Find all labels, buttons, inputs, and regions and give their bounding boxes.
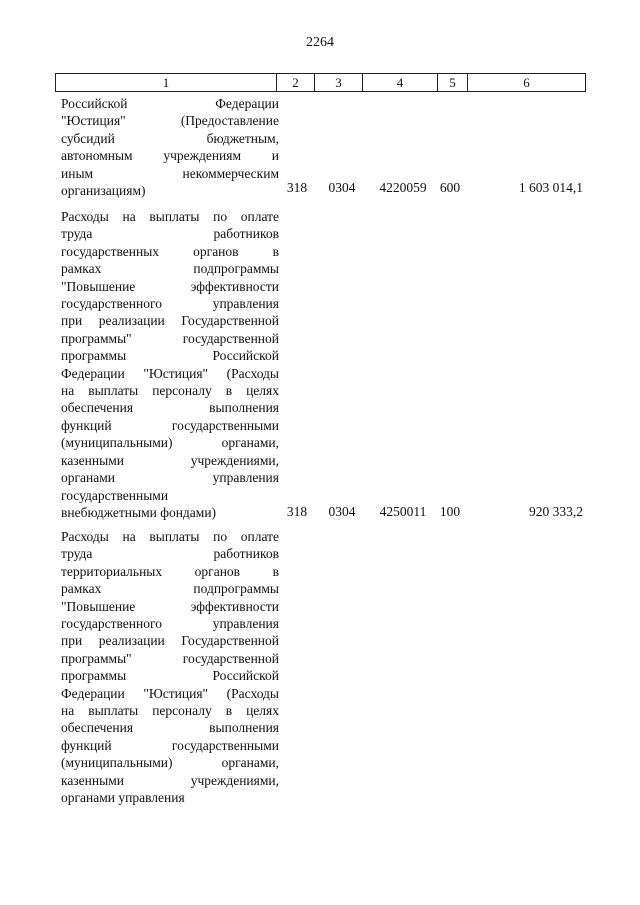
target-article-code: 4220059 [379,180,427,195]
description-line: (муниципальными) органами, [61,435,279,451]
header-col-3: 3 [315,74,363,91]
description-line: субсидий бюджетным, [61,130,279,146]
description-line: территориальных органов в [61,563,279,579]
description-line: функций государственными [61,737,279,753]
description-line: государственного управления [61,616,279,632]
description-line: казенными учреждениями, [61,772,279,788]
header-col-5: 5 [438,74,468,91]
description-line: программы Российской [61,348,279,364]
description-line: Расходы на выплаты по оплате [61,209,279,224]
description-line: функций государственными [61,417,279,433]
description-line: обеспечения выполнения [61,400,279,416]
description-line: труда работников [61,546,279,562]
expense-type-code: 600 [439,180,461,195]
page-number: 2264 [306,35,334,50]
header-col-2: 2 [277,74,315,91]
description-line: при реализации Государственной [61,313,279,329]
description-line: казенными учреждениями, [61,452,279,468]
description-line: программы Российской [61,668,279,684]
row-description [61,528,279,807]
description-line: Российской Федерации [61,96,279,111]
row-description [61,95,279,199]
description-line: рамках подпрограммы [61,581,279,597]
header-col-4: 4 [363,74,438,91]
description-line: при реализации Государственной [61,633,279,649]
section-code: 0304 [328,504,356,519]
description-line: государственными [61,487,169,503]
description-line: "Повышение эффективности [61,598,279,614]
row-description [61,208,279,521]
description-line: "Повышение эффективности [61,278,279,294]
description-line: труда работников [61,226,279,242]
description-line: рамках подпрограммы [61,261,279,277]
description-line: внебюджетными фондами) [61,504,217,520]
description-line: организациям) [61,183,146,199]
ministry-code: 318 [286,180,308,195]
description-line: на выплаты персоналу в целях [61,703,279,719]
description-line: Расходы на выплаты по оплате [61,529,279,544]
description-line: "Юстиция" (Предоставление [61,113,279,129]
description-line: на выплаты персоналу в целях [61,383,279,399]
description-line: обеспечения выполнения [61,720,279,736]
amount: 920 333,2 [529,504,583,519]
amount: 1 603 014,1 [518,180,583,195]
description-line: программы" государственной [61,330,279,346]
section-code: 0304 [328,180,356,195]
description-line: государственных органов в [61,243,279,259]
header-col-1: 1 [56,74,277,91]
target-article-code: 4250011 [379,504,427,519]
description-line: (муниципальными) органами, [61,755,279,771]
description-line: государственного управления [61,296,279,312]
description-line: иным некоммерческим [61,165,279,181]
description-line: органами управления [61,790,185,806]
description-line: органами управления [61,470,279,486]
table-header-row [55,73,586,92]
description-line: автономным учреждениям и [61,148,279,164]
description-line: Федерации "Юстиция" (Расходы [61,685,279,701]
ministry-code: 318 [286,504,308,519]
expense-type-code: 100 [439,504,461,519]
description-line: Федерации "Юстиция" (Расходы [61,365,279,381]
header-col-6: 6 [523,75,530,90]
description-line: программы" государственной [61,650,279,666]
